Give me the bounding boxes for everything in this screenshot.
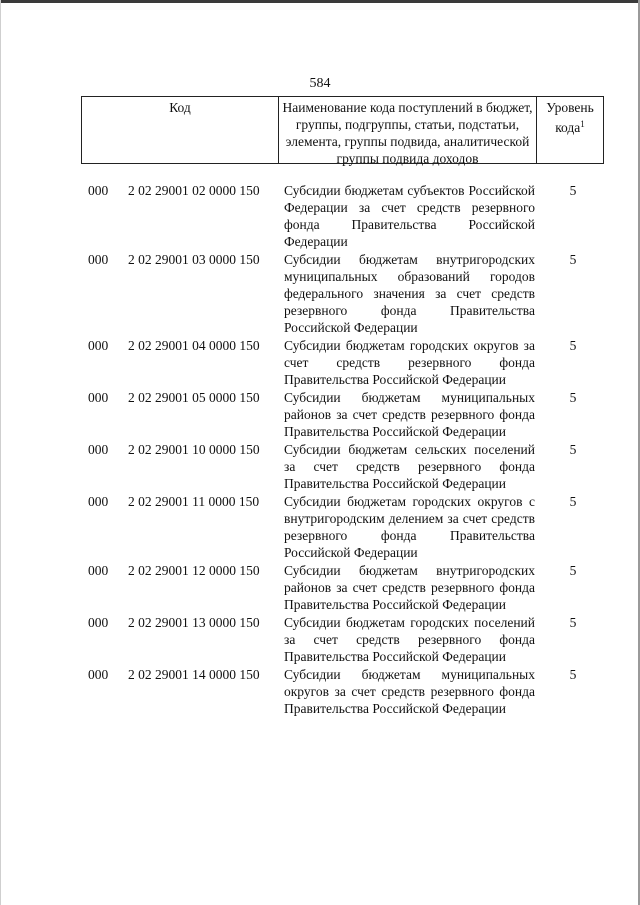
row-level: 5 xyxy=(569,563,577,578)
row-name: Субсидии бюджетам внутригородских муниципальных образований городов федерального значения за счет средств резервного фонда Правительства Российской Федерации xyxy=(284,252,535,335)
row-name: Субсидии бюджетам городских поселений за счет средств резервного фонда Правительства Российской Федерации xyxy=(284,615,535,664)
table-row xyxy=(0,666,640,717)
row-income-code: 2 02 29001 11 0000 150 xyxy=(128,494,260,509)
row-admin-code: 000 xyxy=(88,252,109,267)
row-admin-code: 000 xyxy=(88,442,109,457)
row-name: Субсидии бюджетам муниципальных районов за счет средств резервного фонда Правительства Российской Федерации xyxy=(284,390,535,439)
header-code: Код xyxy=(82,97,279,163)
row-admin-code: 000 xyxy=(88,494,109,509)
row-admin-code: 000 xyxy=(88,183,109,198)
row-income-code: 2 02 29001 02 0000 150 xyxy=(128,183,260,198)
row-admin-code: 000 xyxy=(88,563,109,578)
row-level: 5 xyxy=(569,667,577,682)
table-body xyxy=(0,182,640,717)
table-row xyxy=(0,251,640,336)
row-income-code: 2 02 29001 03 0000 150 xyxy=(128,252,260,267)
row-income-code: 2 02 29001 14 0000 150 xyxy=(128,667,260,682)
table-row xyxy=(0,562,640,613)
header-name: Наименование кода поступлений в бюджет, группы, подгруппы, статьи, подстатьи, элемента, группы подвида, аналитической группы подвида доходов xyxy=(279,97,537,163)
header-level-footnote: 1 xyxy=(580,119,585,129)
header-level xyxy=(537,97,603,163)
page-number: 584 xyxy=(309,76,331,91)
row-income-code: 2 02 29001 05 0000 150 xyxy=(128,390,260,405)
table-row xyxy=(0,182,640,250)
row-name: Субсидии бюджетам субъектов Российской Федерации за счет средств резервного фонда Правительства Российской Федерации xyxy=(284,183,535,249)
row-income-code: 2 02 29001 12 0000 150 xyxy=(128,563,260,578)
table-row xyxy=(0,493,640,561)
table-row xyxy=(0,441,640,492)
header-level-label: Уровень кода xyxy=(546,100,594,135)
row-level: 5 xyxy=(569,615,577,630)
row-level: 5 xyxy=(569,183,577,198)
row-level: 5 xyxy=(569,494,577,509)
row-name: Субсидии бюджетам городских округов за счет средств резервного фонда Правительства Российской Федерации xyxy=(284,338,535,387)
row-level: 5 xyxy=(569,338,577,353)
table-row xyxy=(0,614,640,665)
row-name: Субсидии бюджетам городских округов с внутригородским делением за счет средств резервного фонда Правительства Российской Федерации xyxy=(284,494,535,560)
row-name: Субсидии бюджетам муниципальных округов за счет средств резервного фонда Правительства Российской Федерации xyxy=(284,667,535,716)
row-admin-code: 000 xyxy=(88,390,109,405)
row-income-code: 2 02 29001 13 0000 150 xyxy=(128,615,260,630)
row-income-code: 2 02 29001 10 0000 150 xyxy=(128,442,260,457)
row-name: Субсидии бюджетам сельских поселений за счет средств резервного фонда Правительства Российской Федерации xyxy=(284,442,535,491)
table-row xyxy=(0,389,640,440)
row-level: 5 xyxy=(569,442,577,457)
table-header xyxy=(81,96,604,164)
table-row xyxy=(0,337,640,388)
row-admin-code: 000 xyxy=(88,667,109,682)
row-name: Субсидии бюджетам внутригородских районов за счет средств резервного фонда Правительства Российской Федерации xyxy=(284,563,535,612)
row-income-code: 2 02 29001 04 0000 150 xyxy=(128,338,260,353)
scan-top-edge xyxy=(0,0,640,3)
row-admin-code: 000 xyxy=(88,338,109,353)
row-level: 5 xyxy=(569,252,577,267)
row-level: 5 xyxy=(569,390,577,405)
row-admin-code: 000 xyxy=(88,615,109,630)
